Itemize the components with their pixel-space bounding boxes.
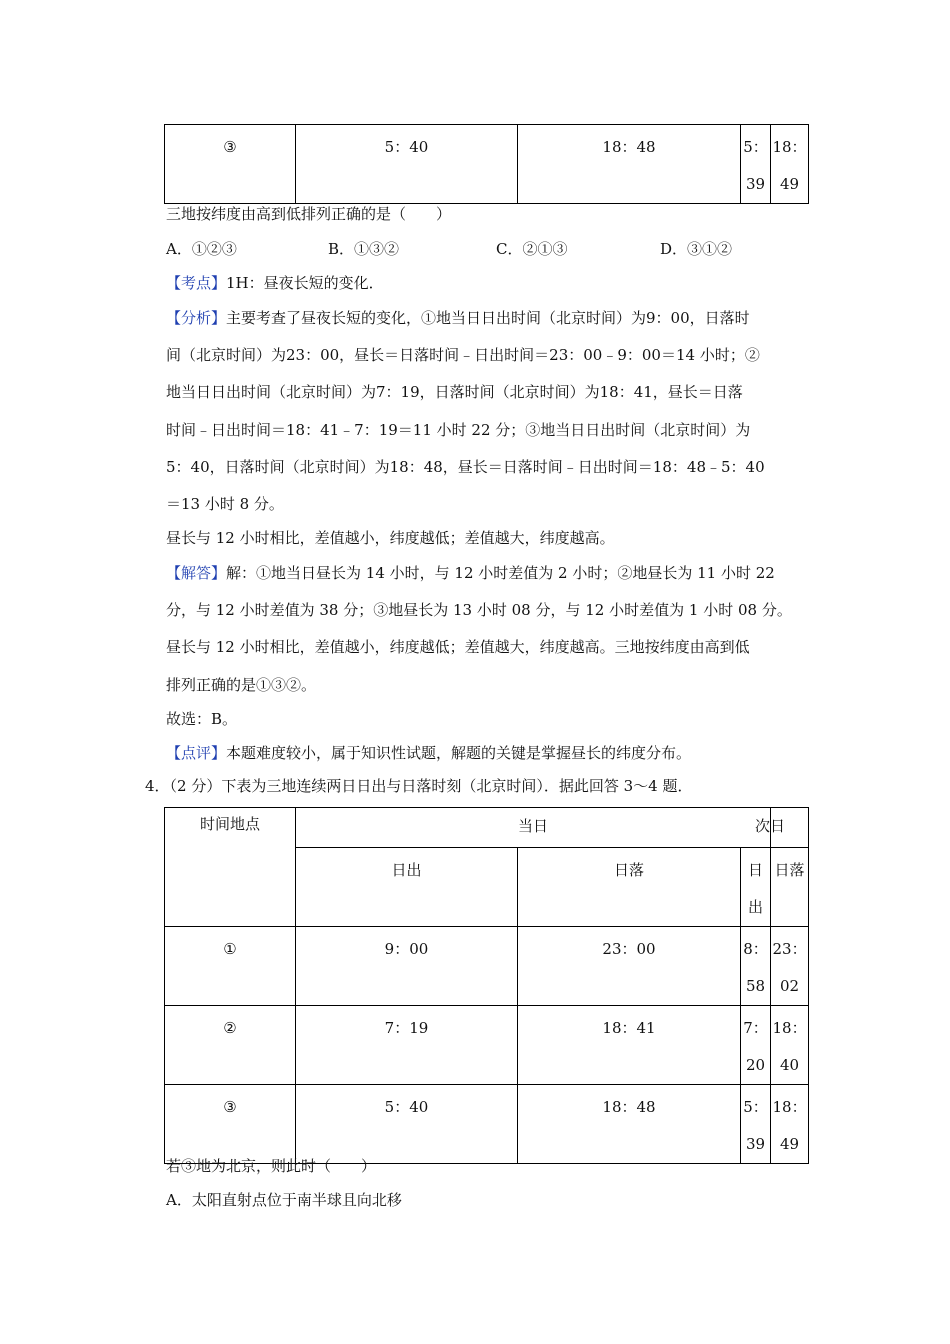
jieda-line-5: 故选：B。 xyxy=(166,710,238,728)
jieda-line-3: 昼长与 12 小时相比，差值越小，纬度越低；差值越大，纬度越高。三地按纬度由高到低 xyxy=(166,638,750,656)
cell-place: ③ xyxy=(165,125,296,204)
option-c: C．②①③ xyxy=(496,240,568,258)
jieda-line-2: 分，与 12 小时差值为 38 分；③地昼长为 13 小时 08 分，与 12 小时差值为 1 小时 08 分。 xyxy=(166,601,792,619)
jieda-line-1: 【解答】解：①地当日昼长为 14 小时，与 12 小时差值为 2 小时；②地昼长为 11 小时 22 xyxy=(166,564,775,582)
table-row: ① 9：00 23：00 8： 58 23： 02 xyxy=(165,927,809,1006)
dianping: 【点评】本题难度较小，属于知识性试题，解题的关键是掌握昼长的纬度分布。 xyxy=(166,744,692,762)
q4-stem: 4．（2 分）下表为三地连续两日日出与日落时刻（北京时间）．据此回答 3～4 题． xyxy=(145,777,693,795)
jieda-tag: 【解答】 xyxy=(166,564,227,582)
dianping-tag: 【点评】 xyxy=(166,744,227,762)
fenxi-tag: 【分析】 xyxy=(166,309,227,327)
jieda-line-4: 排列正确的是①③②。 xyxy=(166,676,317,694)
option-d: D．③①② xyxy=(660,240,733,258)
top-table xyxy=(164,124,809,204)
header-next-sunrise: 日 出 xyxy=(741,848,771,927)
q4-table xyxy=(164,807,809,1164)
header-sunset: 日落 xyxy=(518,848,741,927)
kaodian xyxy=(166,273,384,293)
q4-sub-stem: 若③地为北京，则此时（ ） xyxy=(166,1157,377,1175)
header-next: 次日 xyxy=(771,808,809,848)
kaodian-tag: 【考点】 xyxy=(166,274,227,292)
fenxi-line-2: 间（北京时间）为23：00，昼长＝日落时间﹣日出时间＝23：00﹣9：00＝14 小时；② xyxy=(166,346,760,364)
fenxi-line-4: 时间﹣日出时间＝18：41﹣7：19＝11 小时 22 分；③地当日日出时间（北京时间）为 xyxy=(166,421,751,439)
table-row: ③ 5：40 18：48 5： 39 18： 49 xyxy=(165,1085,809,1164)
option-a: A．①②③ xyxy=(166,240,237,258)
header-sunrise: 日出 xyxy=(296,848,518,927)
q4-option-a: A．太阳直射点位于南半球且向北移 xyxy=(166,1191,402,1209)
option-b: B．①③② xyxy=(328,240,400,258)
fenxi-line-6: ＝13 小时 8 分。 xyxy=(166,495,284,513)
header-next-sunset: 日落 xyxy=(771,848,809,927)
table-row: ② 7：19 18：41 7： 20 18： 40 xyxy=(165,1006,809,1085)
header-place: 时间地点 xyxy=(165,808,296,927)
cell-next-rise: 5： 39 xyxy=(741,125,771,204)
header-today: 当日 xyxy=(296,808,771,848)
q3-stem: 三地按纬度由高到低排列正确的是（ ） xyxy=(166,205,452,223)
q3-options xyxy=(166,239,732,259)
fenxi-line-3: 地当日日出时间（北京时间）为7：19，日落时间（北京时间）为18：41，昼长＝日落 xyxy=(166,383,743,401)
fenxi-line-1: 【分析】主要考查了昼夜长短的变化，①地当日日出时间（北京时间）为9：00，日落时 xyxy=(166,309,750,327)
cell-next-set: 18： 49 xyxy=(771,125,809,204)
cell-sunset: 18：48 xyxy=(518,125,741,204)
kaodian-text: 1H：昼夜长短的变化． xyxy=(226,274,384,292)
fenxi-line-5: 5：40，日落时间（北京时间）为18：48，昼长＝日落时间﹣日出时间＝18：48﹣5：40 xyxy=(166,458,765,476)
cell-sunrise: 5：40 xyxy=(296,125,518,204)
fenxi-line-7: 昼长与 12 小时相比，差值越小，纬度越低；差值越大，纬度越高。 xyxy=(166,529,615,547)
